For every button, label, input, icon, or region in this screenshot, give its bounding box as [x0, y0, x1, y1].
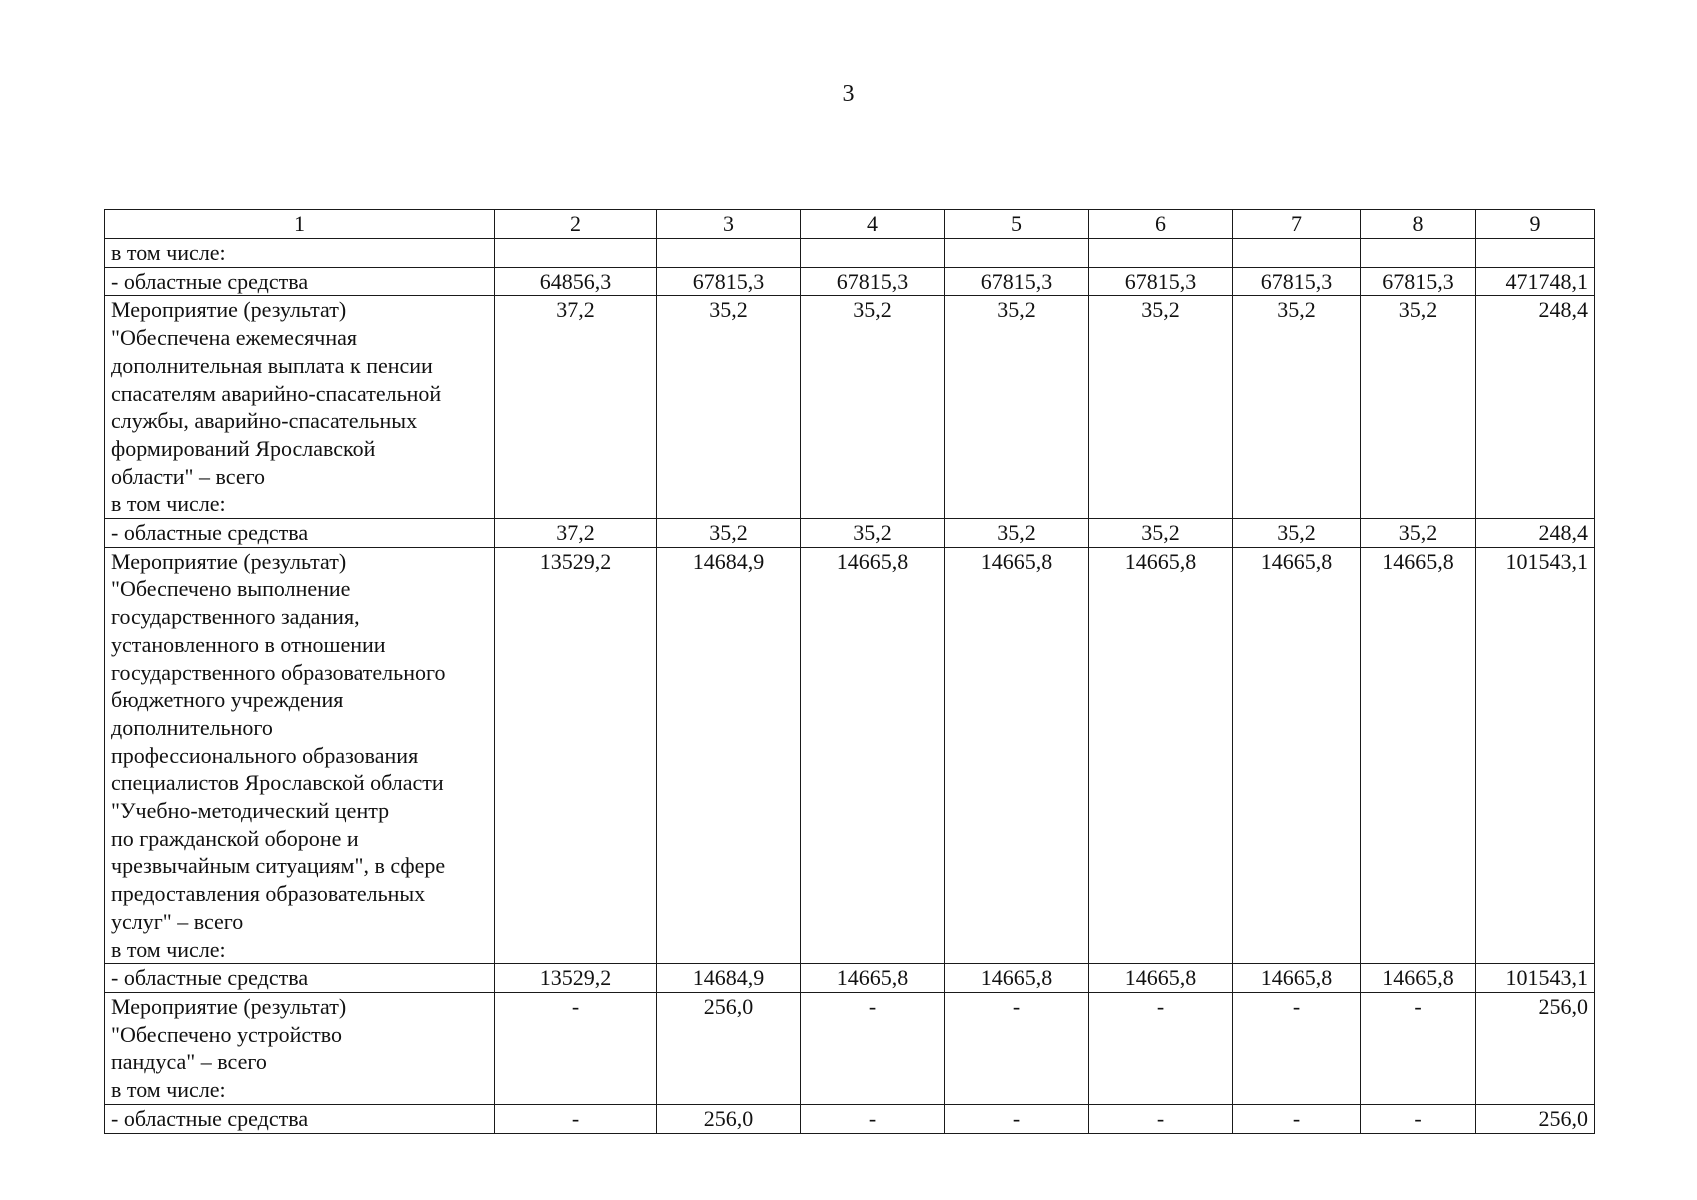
year-value: 35,2 [801, 296, 945, 519]
year-value: - [1233, 992, 1361, 1104]
year-value: 35,2 [945, 519, 1089, 548]
year-value: 35,2 [945, 296, 1089, 519]
row-label-line: Мероприятие (результат) [111, 993, 347, 1019]
row-label [105, 267, 495, 296]
column-number: 5 [945, 210, 1089, 239]
event-row [105, 992, 1595, 1104]
row-label [105, 519, 495, 548]
row-label-line: по гражданской обороне и [111, 825, 359, 851]
year-value: - [801, 1104, 945, 1133]
year-value: - [1361, 992, 1476, 1104]
row-label-line: государственного образовательного [111, 659, 446, 685]
row-label-line: "Обеспечено выполнение [111, 576, 351, 602]
year-value: 67815,3 [801, 267, 945, 296]
row-label-line: услуг" – всего [111, 908, 244, 934]
row-label-line: "Обеспечена ежемесячная [111, 325, 357, 351]
year-value: 35,2 [1361, 519, 1476, 548]
year-value: 14684,9 [657, 964, 801, 993]
year-value: 14665,8 [1233, 964, 1361, 993]
row-label-line: - областные средства [111, 1105, 309, 1131]
year-value: 35,2 [1089, 519, 1233, 548]
row-label-line: "Учебно-методический центр [111, 798, 390, 824]
year-value: 14665,8 [1361, 964, 1476, 993]
year-value: 14665,8 [945, 964, 1089, 993]
total-value: 256,0 [1476, 992, 1595, 1104]
year-value: 14684,9 [657, 547, 801, 964]
year-value [1233, 239, 1361, 268]
column-number: 3 [657, 210, 801, 239]
year-value: 67815,3 [1089, 267, 1233, 296]
row-label-line: формирований Ярославской [111, 435, 376, 461]
column-number: 6 [1089, 210, 1233, 239]
row-label-line: в том числе: [111, 1077, 226, 1103]
year-value: 14665,8 [1089, 547, 1233, 964]
row-label-line: Мероприятие (результат) [111, 548, 347, 574]
row-label-line: службы, аварийно-спасательных [111, 408, 418, 434]
total-value: 248,4 [1476, 296, 1595, 519]
year-value: 14665,8 [945, 547, 1089, 964]
year-value: 13529,2 [495, 964, 657, 993]
year-value [801, 239, 945, 268]
year-value: 35,2 [801, 519, 945, 548]
row-label-line: профессионального образования [111, 742, 419, 768]
total-value [1476, 239, 1595, 268]
row-label-line: специалистов Ярославской области [111, 770, 444, 796]
column-number: 7 [1233, 210, 1361, 239]
row-label-line: Мероприятие (результат) [111, 297, 347, 323]
year-value: 14665,8 [801, 964, 945, 993]
row-label-line: государственного задания, [111, 604, 360, 630]
year-value [1089, 239, 1233, 268]
year-value: 35,2 [1361, 296, 1476, 519]
year-value: - [495, 1104, 657, 1133]
label-row [105, 239, 1595, 268]
funding-row [105, 519, 1595, 548]
row-label [105, 992, 495, 1104]
row-label-line: - областные средства [111, 268, 309, 294]
event-row [105, 547, 1595, 964]
row-label-line: предоставления образовательных [111, 881, 426, 907]
year-value: - [1089, 992, 1233, 1104]
year-value: 37,2 [495, 296, 657, 519]
row-label-line: спасателям аварийно-спасательной [111, 380, 442, 406]
row-label-line: в том числе: [111, 240, 226, 265]
row-label [105, 239, 495, 268]
row-label [105, 296, 495, 519]
year-value: 14665,8 [1233, 547, 1361, 964]
year-value: 14665,8 [1361, 547, 1476, 964]
year-value [1361, 239, 1476, 268]
total-value: 256,0 [1476, 1104, 1595, 1133]
row-label-line: бюджетного учреждения [111, 687, 344, 713]
funding-row [105, 964, 1595, 993]
row-label-line: - областные средства [111, 520, 309, 546]
funding-row [105, 267, 1595, 296]
row-label-line: - областные средства [111, 965, 309, 991]
year-value: - [1233, 1104, 1361, 1133]
year-value: 67815,3 [657, 267, 801, 296]
row-label-line: в том числе: [111, 491, 226, 517]
column-number-row [105, 210, 1595, 239]
row-label-line: в том числе: [111, 936, 226, 962]
row-label-line: установленного в отношении [111, 631, 386, 657]
total-value: 471748,1 [1476, 267, 1595, 296]
row-label [105, 964, 495, 993]
year-value: 35,2 [1089, 296, 1233, 519]
row-label-line: "Обеспечено устройство [111, 1021, 342, 1047]
row-label-line: чрезвычайным ситуациям", в сфере [111, 853, 446, 879]
funding-row [105, 1104, 1595, 1133]
year-value: - [801, 992, 945, 1104]
year-value: 37,2 [495, 519, 657, 548]
year-value: 14665,8 [1089, 964, 1233, 993]
row-label-line: области" – всего [111, 463, 266, 489]
year-value: 67815,3 [945, 267, 1089, 296]
row-label [105, 1104, 495, 1133]
column-number: 8 [1361, 210, 1476, 239]
row-label-line: пандуса" – всего [111, 1049, 267, 1075]
year-value: 67815,3 [1361, 267, 1476, 296]
year-value: 14665,8 [801, 547, 945, 964]
year-value [495, 239, 657, 268]
row-label [105, 547, 495, 964]
table-body [105, 210, 1595, 1134]
column-number: 9 [1476, 210, 1595, 239]
year-value [657, 239, 801, 268]
year-value: 256,0 [657, 992, 801, 1104]
year-value: 67815,3 [1233, 267, 1361, 296]
year-value: 35,2 [1233, 519, 1361, 548]
column-number: 4 [801, 210, 945, 239]
year-value: - [945, 992, 1089, 1104]
total-value: 101543,1 [1476, 547, 1595, 964]
row-label-line: дополнительного [111, 714, 273, 740]
year-value: - [495, 992, 657, 1104]
event-row [105, 296, 1595, 519]
row-label-line: дополнительная выплата к пенсии [111, 352, 433, 378]
year-value: - [1089, 1104, 1233, 1133]
year-value: - [945, 1104, 1089, 1133]
budget-table [104, 209, 1595, 1134]
year-value: 35,2 [657, 519, 801, 548]
year-value [945, 239, 1089, 268]
year-value: 256,0 [657, 1104, 801, 1133]
total-value: 101543,1 [1476, 964, 1595, 993]
year-value: - [1361, 1104, 1476, 1133]
year-value: 35,2 [657, 296, 801, 519]
page-number: 3 [842, 81, 855, 107]
year-value: 13529,2 [495, 547, 657, 964]
total-value: 248,4 [1476, 519, 1595, 548]
year-value: 35,2 [1233, 296, 1361, 519]
column-number: 2 [495, 210, 657, 239]
year-value: 64856,3 [495, 267, 657, 296]
column-number: 1 [105, 210, 495, 239]
